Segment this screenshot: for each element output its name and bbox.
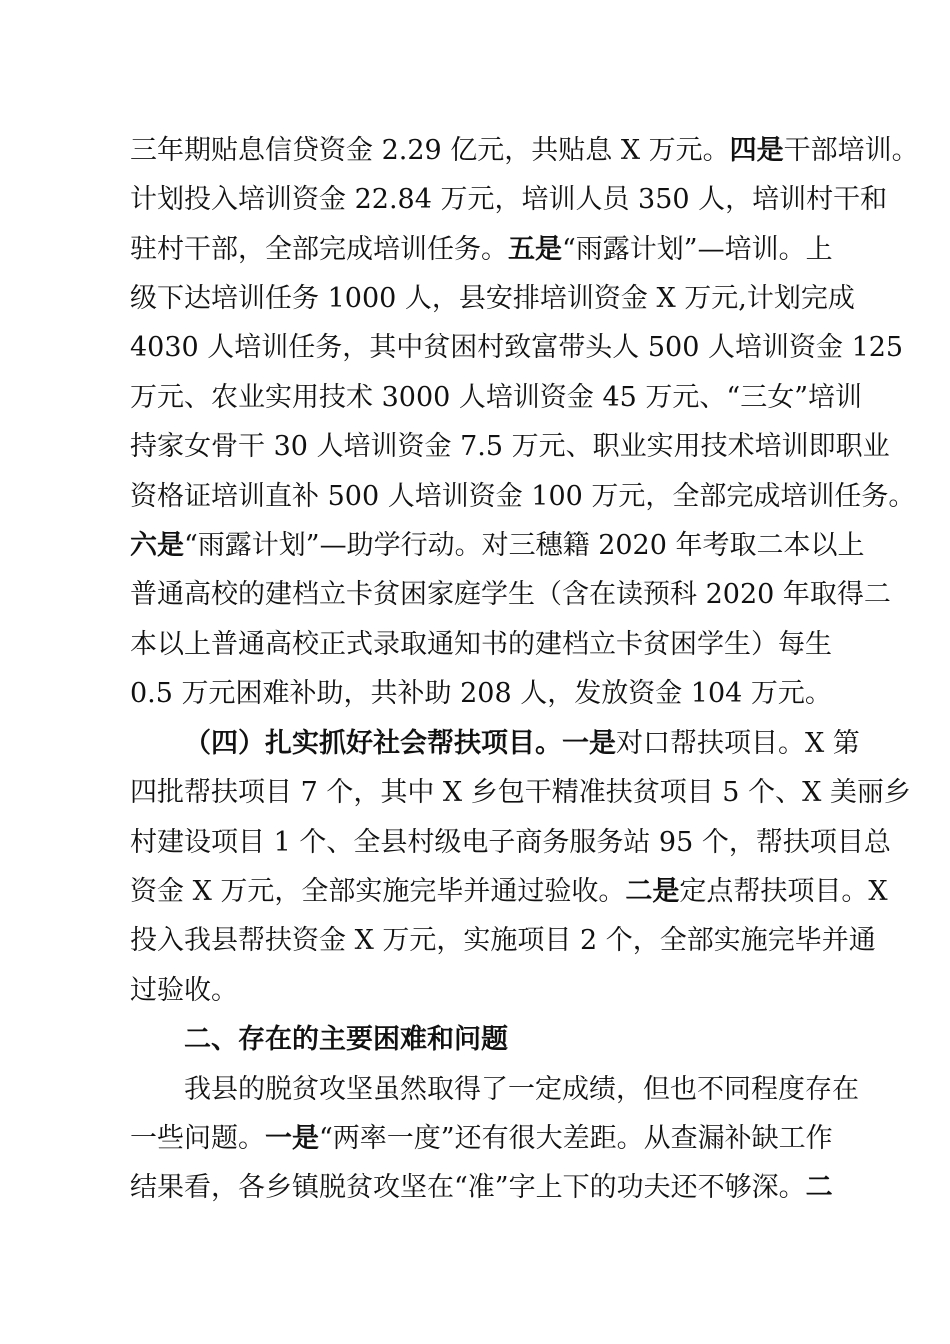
text-run: 驻村干部，全部完成培训任务。 <box>130 234 508 265</box>
text-line-18: 过验收。 <box>130 975 238 1006</box>
text-run: 资金 X 万元，全部实施完毕并通过验收。 <box>130 876 626 907</box>
text-line-4: 级下达培训任务 1000 人，县安排培训资金 X 万元,计划完成 <box>130 283 855 314</box>
bold-run: 二、存在的主要困难和问题 <box>184 1024 508 1055</box>
text-line-11: 本以上普通高校正式录取通知书的建档立卡贫困学生）每生 <box>130 629 832 660</box>
section-heading-2 <box>184 1023 830 1057</box>
text-run: 三年期贴息信贷资金 2.29 亿元，共贴息 X 万元。 <box>130 135 730 166</box>
text-run: 一些问题。 <box>130 1123 265 1154</box>
text-line-22 <box>130 1171 833 1205</box>
text-line-7: 持家女骨干 30 人培训资金 7.5 万元、职业实用技术培训即职业 <box>130 431 890 462</box>
text-run: “雨露计划”—助学行动。对三穗籍 2020 年考取二本以上 <box>184 530 865 561</box>
bold-run: 五是 <box>508 234 562 265</box>
text-line-2: 计划投入培训资金 22.84 万元，培训人员 350 人，培训村干和 <box>130 184 888 215</box>
text-line-12: 0.5 万元困难补助，共补助 208 人，发放资金 104 万元。 <box>130 678 832 709</box>
text-line-6: 万元、农业实用技术 3000 人培训资金 45 万元、“三女”培训 <box>130 382 863 413</box>
text-line-3 <box>130 233 833 267</box>
text-line-21 <box>130 1122 833 1156</box>
text-line-20: 我县的脱贫攻坚虽然取得了一定成绩，但也不同程度存在 <box>184 1074 859 1105</box>
text-line-9 <box>130 529 865 563</box>
text-line-8: 资格证培训直补 500 人培训资金 100 万元，全部完成培训任务。 <box>130 481 916 512</box>
bold-run: 二是 <box>625 876 680 907</box>
text-line-14: 四批帮扶项目 7 个，其中 X 乡包干精准扶贫项目 5 个、X 美丽乡 <box>130 777 911 808</box>
text-line-1 <box>130 134 919 168</box>
text-line-15: 村建设项目 1 个、全县村级电子商务服务站 95 个，帮扶项目总 <box>130 827 891 858</box>
text-run: 结果看，各乡镇脱贫攻坚在“准”字上下的功夫还不够深。 <box>130 1172 806 1203</box>
bold-run: 一是 <box>265 1123 319 1154</box>
text-line-16 <box>130 875 888 909</box>
bold-run: 六是 <box>130 530 184 561</box>
bold-run: 二 <box>805 1172 833 1203</box>
bold-run: 四是 <box>729 135 784 166</box>
section-heading-4 <box>184 727 860 761</box>
bold-run: （四）扎实抓好社会帮扶项目。一是 <box>184 728 616 759</box>
text-line-5: 4030 人培训任务，其中贫困村致富带头人 500 人培训资金 125 <box>130 332 904 363</box>
text-run: “两率一度”还有很大差距。从查漏补缺工作 <box>319 1123 833 1154</box>
text-line-10: 普通高校的建档立卡贫困家庭学生（含在读预科 2020 年取得二 <box>130 579 891 610</box>
text-line-17: 投入我县帮扶资金 X 万元，实施项目 2 个，全部实施完毕并通 <box>130 925 876 956</box>
text-run: 干部培训。 <box>783 135 919 166</box>
text-run: 对口帮扶项目。X 第 <box>616 728 860 759</box>
text-run: “雨露计划”—培训。上 <box>562 234 833 265</box>
text-run: 定点帮扶项目。X <box>679 876 888 907</box>
